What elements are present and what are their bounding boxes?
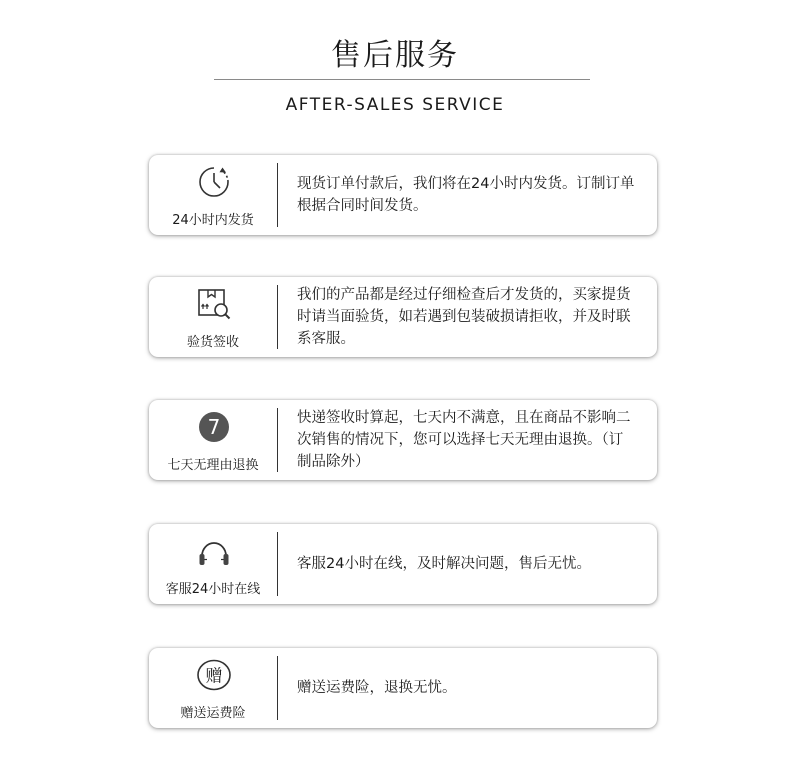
service-card-customer-service bbox=[149, 524, 657, 604]
headset-icon bbox=[195, 532, 233, 570]
service-card-insurance bbox=[149, 648, 657, 728]
service-description: 赠送运费险，退换无忧。 bbox=[297, 680, 457, 696]
service-description-box bbox=[297, 155, 635, 235]
service-card-left bbox=[149, 400, 277, 480]
title-divider bbox=[214, 79, 590, 80]
service-card-inspection bbox=[149, 277, 657, 357]
page-title: 售后服务 bbox=[331, 38, 459, 73]
service-description: 客服24小时在线，及时解决问题，售后无忧。 bbox=[297, 556, 591, 572]
service-label: 客服24小时在线 bbox=[165, 582, 261, 597]
card-divider bbox=[277, 532, 278, 596]
card-divider bbox=[277, 163, 278, 227]
service-description-box bbox=[297, 400, 635, 480]
card-divider bbox=[277, 285, 278, 349]
service-card-left bbox=[149, 155, 277, 235]
service-label: 验货签收 bbox=[186, 335, 239, 350]
service-label: 赠送运费险 bbox=[180, 706, 246, 721]
service-description: 现货订单付款后，我们将在24小时内发货。订制订单根据合同时间发货。 bbox=[297, 176, 635, 214]
service-card-shipping bbox=[149, 155, 657, 235]
seven-days-icon bbox=[195, 408, 233, 446]
service-card-left bbox=[149, 277, 277, 357]
service-card-return bbox=[149, 400, 657, 480]
card-divider bbox=[277, 656, 278, 720]
page-subtitle: AFTER-SALES SERVICE bbox=[285, 95, 505, 115]
service-card-left bbox=[149, 524, 277, 604]
seven-days-icon-text: 7 bbox=[207, 415, 221, 439]
service-description: 我们的产品都是经过仔细检查后才发货的，买家提货时请当面验货，如若遇到包装破损请拒收，并及时联系客服。 bbox=[297, 287, 631, 347]
card-divider bbox=[277, 408, 278, 472]
service-description: 快递签收时算起，七天内不满意，且在商品不影响二次销售的情况下，您可以选择七天无理由退换。（订制品除外） bbox=[297, 410, 631, 470]
gift-insurance-icon bbox=[195, 656, 233, 694]
package-inspect-icon bbox=[195, 285, 233, 323]
clock-icon bbox=[195, 163, 233, 201]
service-description-box bbox=[297, 524, 635, 604]
service-description-box bbox=[297, 277, 635, 357]
service-description-box bbox=[297, 648, 635, 728]
gift-insurance-icon-text: 赠 bbox=[205, 666, 223, 687]
service-label: 24小时内发货 bbox=[172, 213, 254, 228]
service-card-left bbox=[149, 648, 277, 728]
service-label: 七天无理由退换 bbox=[167, 458, 259, 473]
